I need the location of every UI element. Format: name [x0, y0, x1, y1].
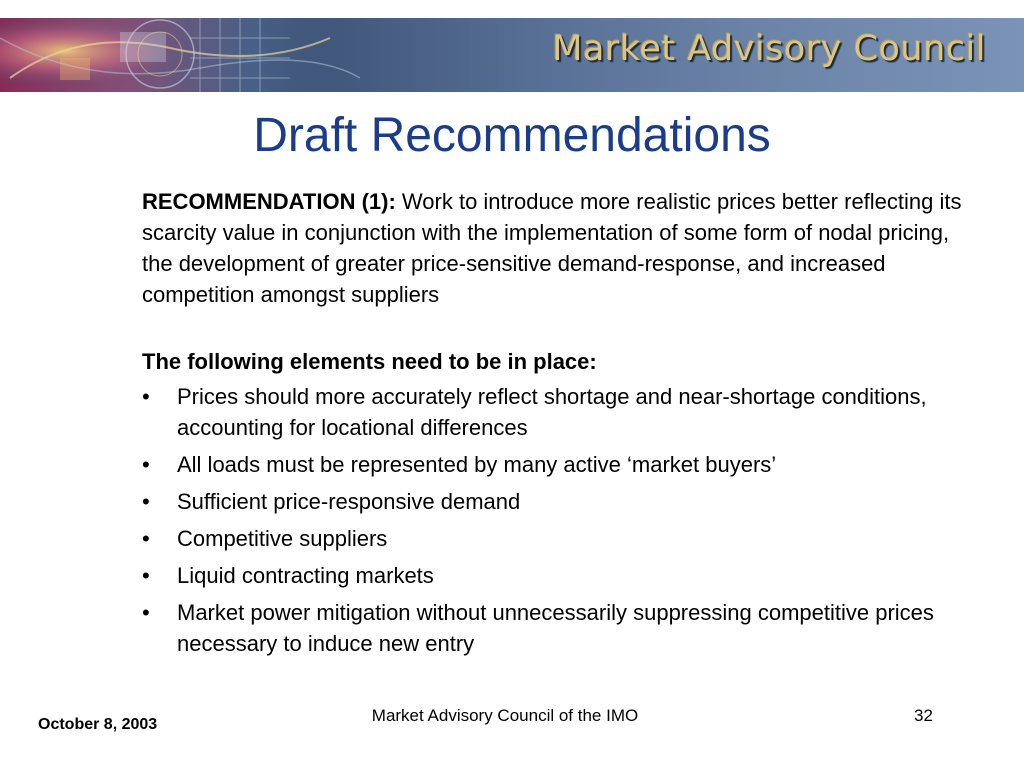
list-item [142, 523, 962, 554]
header-banner [0, 18, 1024, 92]
list-item-text: Prices should more accurately reflect shortage and near-shortage conditions, accounting for locational differences [177, 384, 927, 440]
bullet-icon: • [142, 600, 150, 625]
list-item [142, 560, 962, 591]
bullet-icon: • [142, 489, 150, 514]
recommendation-paragraph [142, 186, 962, 310]
elements-list [142, 381, 962, 659]
recommendation-text: Work to introduce more realistic prices better reflecting its scarcity value in conjunction with the implementation of some form of nodal pricing, the development of greater price-sensitive demand-response, and increased competition amongst suppliers [142, 189, 962, 307]
recommendation-separator: : [388, 189, 396, 214]
list-item-text: All loads must be represented by many active ‘market buyers’ [177, 452, 777, 477]
list-item-text: Competitive suppliers [177, 526, 388, 551]
list-item [142, 449, 962, 480]
bullet-icon: • [142, 452, 150, 477]
bullet-icon: • [142, 384, 150, 409]
banner-title: Market Advisory Council [552, 29, 986, 69]
list-item [142, 597, 962, 659]
list-item [142, 381, 962, 443]
list-item-text: Market power mitigation without unnecessarily suppressing competitive prices necessary to induce new entry [177, 600, 934, 656]
slide-content [142, 186, 962, 665]
list-item [142, 486, 962, 517]
slide-title: Draft Recommendations [253, 109, 771, 162]
list-item-text: Liquid contracting markets [177, 563, 434, 588]
bullet-icon: • [142, 563, 150, 588]
page-number: 32 [914, 706, 933, 725]
elements-heading: The following elements need to be in place: [142, 349, 597, 374]
banner-decorative-image [0, 18, 360, 92]
recommendation-label: RECOMMENDATION (1) [142, 189, 389, 214]
footer-organization: Market Advisory Council of the IMO [371, 706, 639, 725]
bullet-icon: • [142, 526, 150, 551]
footer-date: October 8, 2003 [38, 716, 158, 733]
list-item-text: Sufficient price-responsive demand [177, 489, 521, 514]
